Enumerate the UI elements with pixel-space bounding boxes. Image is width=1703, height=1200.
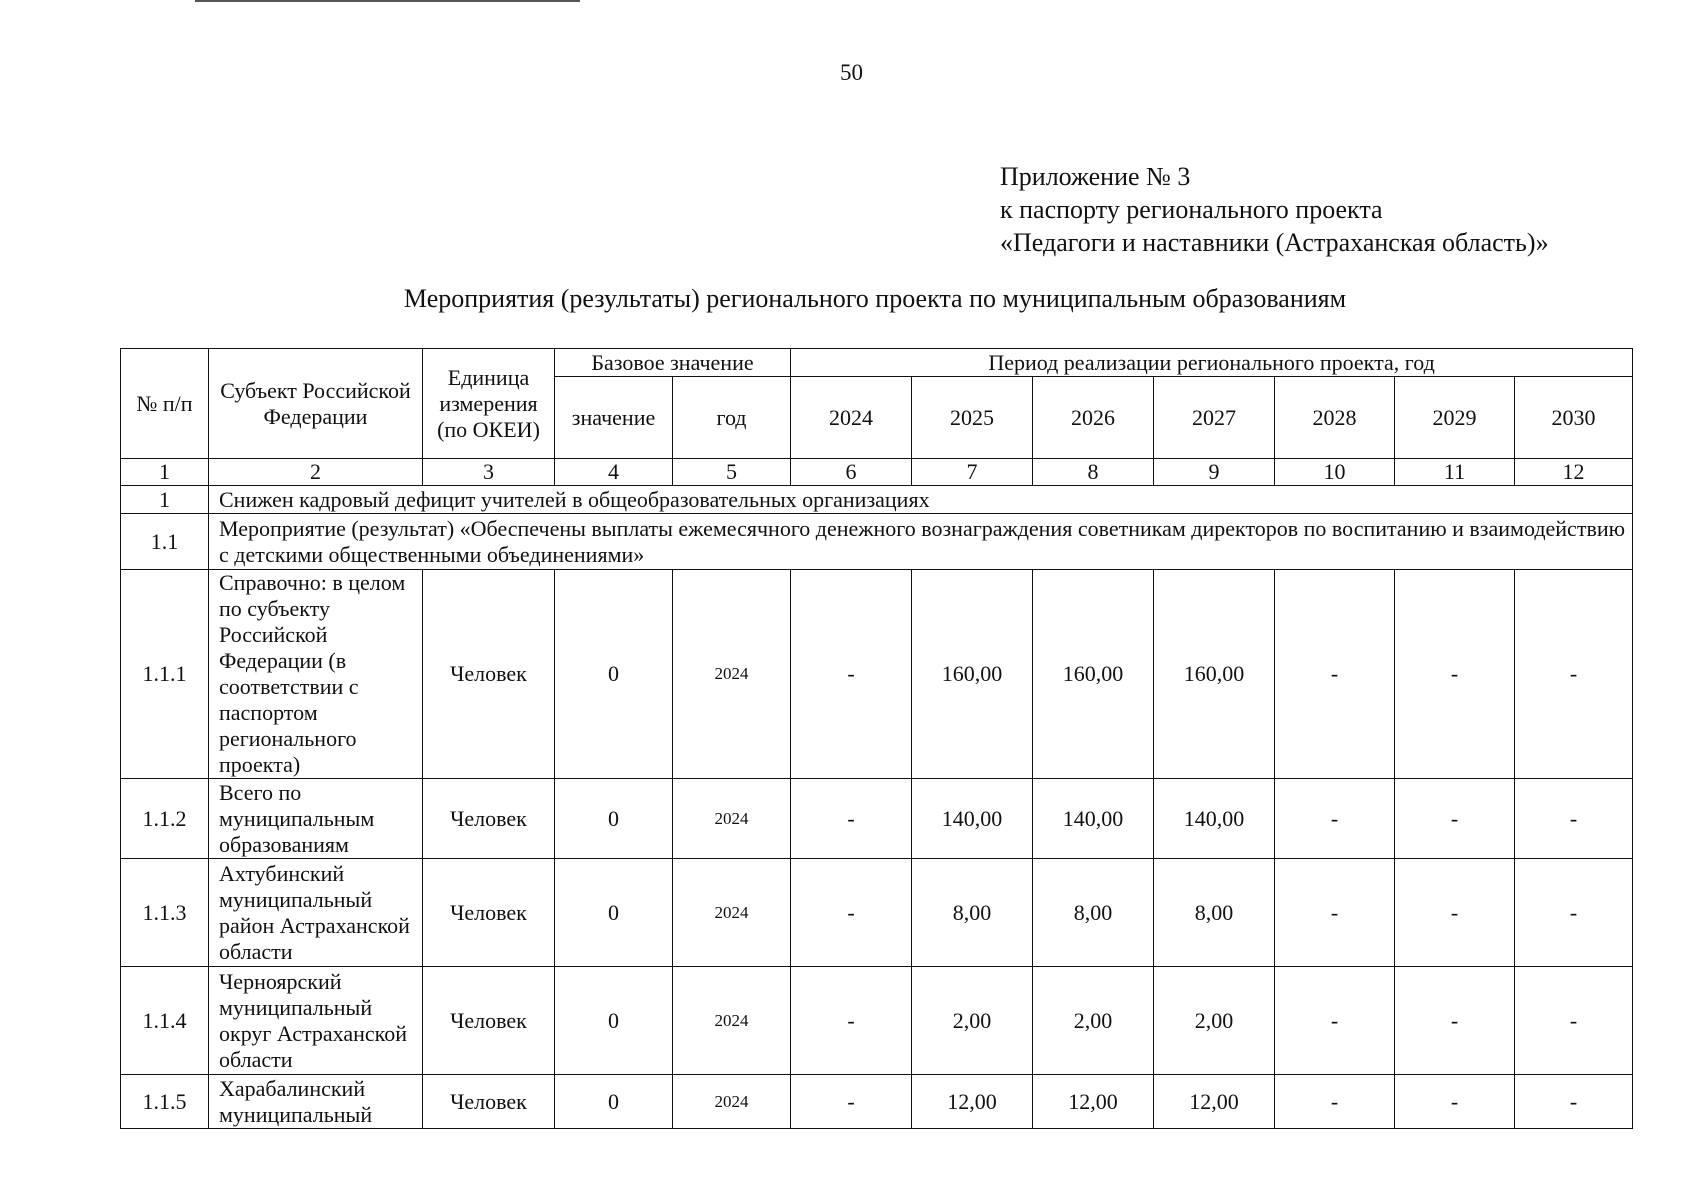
row-value: - bbox=[791, 570, 912, 779]
row-base-value: 0 bbox=[555, 859, 673, 967]
header-num: № п/п bbox=[121, 349, 209, 459]
header-unit: Единица измерения (по ОКЕИ) bbox=[423, 349, 555, 459]
table-row bbox=[121, 859, 1633, 967]
row-value: 160,00 bbox=[1154, 570, 1275, 779]
column-number: 1 bbox=[121, 459, 209, 486]
column-number: 3 bbox=[423, 459, 555, 486]
header-row-1 bbox=[121, 349, 1633, 377]
row-value: 140,00 bbox=[1154, 779, 1275, 859]
column-number: 12 bbox=[1515, 459, 1633, 486]
appendix-note bbox=[1000, 160, 1549, 259]
appendix-line-3: «Педагоги и наставники (Астраханская область)» bbox=[1000, 228, 1549, 257]
row-value: - bbox=[791, 779, 912, 859]
header-subject: Субъект Российской Федерации bbox=[209, 349, 423, 459]
row-unit: Человек bbox=[423, 967, 555, 1075]
row-base-year: 2024 bbox=[673, 570, 791, 779]
header-year: 2025 bbox=[912, 377, 1033, 459]
row-value: - bbox=[1275, 570, 1395, 779]
column-number: 2 bbox=[209, 459, 423, 486]
table-row bbox=[121, 967, 1633, 1075]
scan-edge-line bbox=[195, 0, 580, 2]
header-base-year: год bbox=[673, 377, 791, 459]
header-year: 2030 bbox=[1515, 377, 1633, 459]
row-base-year: 2024 bbox=[673, 1075, 791, 1129]
column-number: 8 bbox=[1033, 459, 1154, 486]
section-num: 1 bbox=[121, 486, 209, 514]
row-value: 2,00 bbox=[1033, 967, 1154, 1075]
row-value: - bbox=[1395, 1075, 1515, 1129]
column-number: 7 bbox=[912, 459, 1033, 486]
column-number-row bbox=[121, 459, 1633, 486]
row-value: 2,00 bbox=[1154, 967, 1275, 1075]
row-value: - bbox=[791, 967, 912, 1075]
row-value: 160,00 bbox=[1033, 570, 1154, 779]
row-num: 1.1.2 bbox=[121, 779, 209, 859]
header-year: 2027 bbox=[1154, 377, 1275, 459]
row-value: 8,00 bbox=[1033, 859, 1154, 967]
section-row bbox=[121, 486, 1633, 514]
row-unit: Человек bbox=[423, 859, 555, 967]
header-year: 2028 bbox=[1275, 377, 1395, 459]
row-value: - bbox=[1275, 779, 1395, 859]
row-value: - bbox=[1515, 570, 1633, 779]
header-year: 2024 bbox=[791, 377, 912, 459]
row-value: - bbox=[1515, 859, 1633, 967]
row-subject: Черноярский муниципальный округ Астраханской области bbox=[209, 967, 423, 1075]
row-num: 1.1.5 bbox=[121, 1075, 209, 1129]
row-value: 8,00 bbox=[1154, 859, 1275, 967]
row-value: - bbox=[1515, 1075, 1633, 1129]
row-base-year: 2024 bbox=[673, 779, 791, 859]
page-number: 50 bbox=[840, 60, 863, 85]
row-value: 2,00 bbox=[912, 967, 1033, 1075]
row-base-value: 0 bbox=[555, 779, 673, 859]
column-number: 9 bbox=[1154, 459, 1275, 486]
results-table bbox=[120, 348, 1633, 1129]
measure-num: 1.1 bbox=[121, 514, 209, 570]
document-title: Мероприятия (результаты) регионального проекта по муниципальным образованиям bbox=[403, 284, 1347, 313]
row-unit: Человек bbox=[423, 570, 555, 779]
column-number: 5 bbox=[673, 459, 791, 486]
table-row bbox=[121, 570, 1633, 779]
table-row bbox=[121, 1075, 1633, 1129]
row-subject: Ахтубинский муниципальный район Астраханской области bbox=[209, 859, 423, 967]
column-number: 6 bbox=[791, 459, 912, 486]
row-value: 12,00 bbox=[1154, 1075, 1275, 1129]
header-period: Период реализации регионального проекта, год bbox=[791, 349, 1633, 377]
row-base-value: 0 bbox=[555, 1075, 673, 1129]
table-row bbox=[121, 779, 1633, 859]
row-value: - bbox=[1275, 967, 1395, 1075]
column-number: 10 bbox=[1275, 459, 1395, 486]
row-value: - bbox=[1395, 779, 1515, 859]
row-value: - bbox=[1395, 967, 1515, 1075]
row-value: 8,00 bbox=[912, 859, 1033, 967]
row-value: 160,00 bbox=[912, 570, 1033, 779]
header-year: 2026 bbox=[1033, 377, 1154, 459]
row-value: 12,00 bbox=[912, 1075, 1033, 1129]
row-value: 140,00 bbox=[912, 779, 1033, 859]
row-value: - bbox=[791, 859, 912, 967]
header-base-value: значение bbox=[555, 377, 673, 459]
row-num: 1.1.1 bbox=[121, 570, 209, 779]
header-base: Базовое значение bbox=[555, 349, 791, 377]
row-value: - bbox=[1515, 779, 1633, 859]
row-value: - bbox=[791, 1075, 912, 1129]
row-subject: Харабалинский муниципальный bbox=[209, 1075, 423, 1129]
column-number: 4 bbox=[555, 459, 673, 486]
row-subject: Всего по муниципальным образованиям bbox=[209, 779, 423, 859]
row-num: 1.1.3 bbox=[121, 859, 209, 967]
row-value: - bbox=[1395, 859, 1515, 967]
row-base-year: 2024 bbox=[673, 967, 791, 1075]
header-year: 2029 bbox=[1395, 377, 1515, 459]
row-value: - bbox=[1275, 1075, 1395, 1129]
row-value: - bbox=[1275, 859, 1395, 967]
row-subject: Справочно: в целом по субъекту Российской Федерации (в соответствии с паспортом регионального проекта) bbox=[209, 570, 423, 779]
measure-row bbox=[121, 514, 1633, 570]
measure-text: Мероприятие (результат) «Обеспечены выплаты ежемесячного денежного вознаграждения советникам директоров по воспитанию и взаимодействию с детскими общественными объединениями» bbox=[209, 514, 1633, 570]
section-text: Снижен кадровый дефицит учителей в общеобразовательных организациях bbox=[209, 486, 1633, 514]
row-value: - bbox=[1515, 967, 1633, 1075]
row-unit: Человек bbox=[423, 1075, 555, 1129]
row-unit: Человек bbox=[423, 779, 555, 859]
row-base-year: 2024 bbox=[673, 859, 791, 967]
appendix-line-2: к паспорту регионального проекта bbox=[1000, 195, 1383, 224]
appendix-line-1: Приложение № 3 bbox=[1000, 162, 1191, 191]
row-value: - bbox=[1395, 570, 1515, 779]
row-value: 12,00 bbox=[1033, 1075, 1154, 1129]
row-base-value: 0 bbox=[555, 570, 673, 779]
row-base-value: 0 bbox=[555, 967, 673, 1075]
row-value: 140,00 bbox=[1033, 779, 1154, 859]
column-number: 11 bbox=[1395, 459, 1515, 486]
row-num: 1.1.4 bbox=[121, 967, 209, 1075]
